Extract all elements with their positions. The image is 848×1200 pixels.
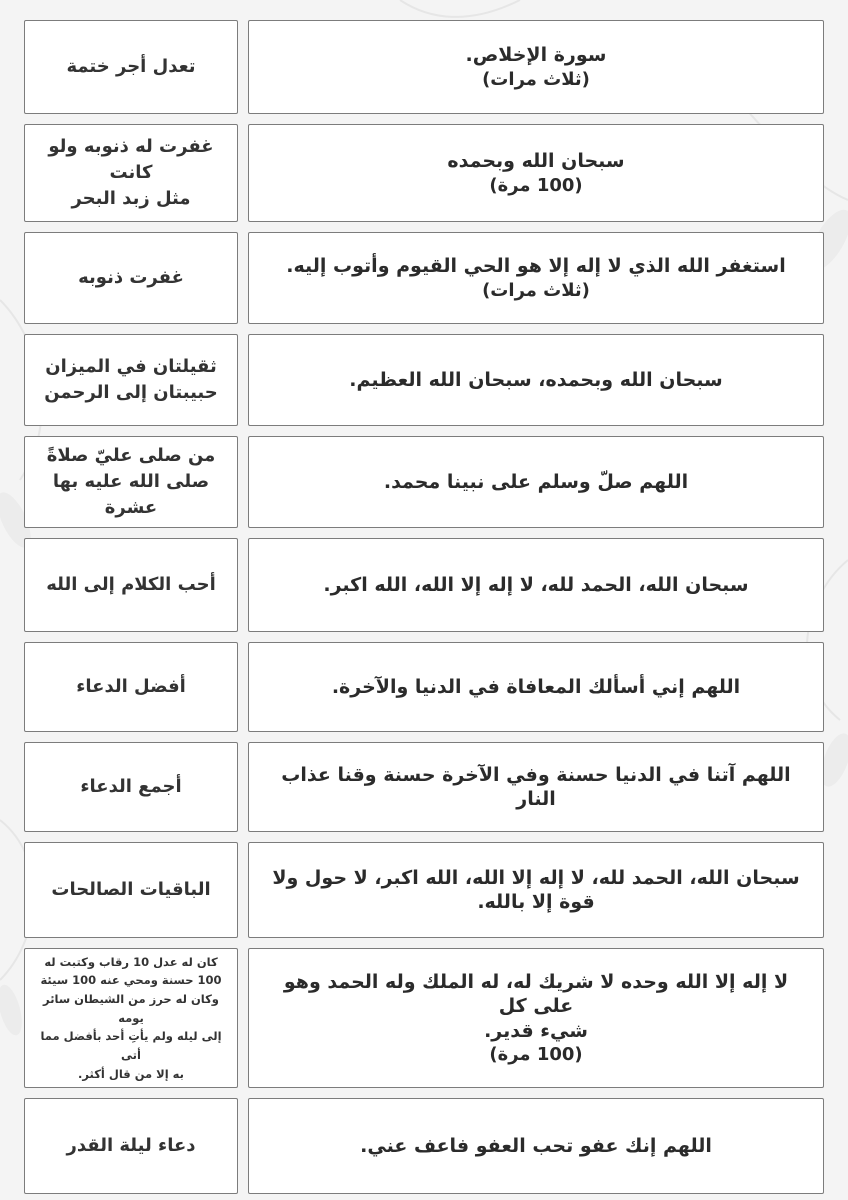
virtue-card-surat-al-ikhlas (24, 20, 238, 114)
dhikr-text: سبحان الله، الحمد لله، لا إله إلا الله، الله اكبر. (323, 573, 749, 596)
dhikr-card-baqiyat (248, 842, 824, 938)
virtue-card-istighfar (24, 232, 238, 324)
virtue-text: الباقيات الصالحات (51, 878, 211, 900)
dhikr-count: (ثلاث مرات) (482, 279, 590, 301)
virtue-text: غفرت له ذنوبه ولو كانت (48, 135, 214, 183)
dhikr-text: سبحان الله وبحمده، سبحان الله العظيم. (349, 368, 723, 391)
dhikr-card-four-words (248, 538, 824, 632)
dhikr-text: اللهم آتنا في الدنيا حسنة وفي الآخرة حسنة وقنا عذاب النار (281, 763, 791, 810)
dhikr-card-subhan-allah-al-azim (248, 334, 824, 426)
dhikr-text: اللهم صلّ وسلم على نبينا محمد. (383, 470, 689, 493)
dhikr-card-salawat (248, 436, 824, 528)
virtue-text: مثل زبد البحر (71, 188, 191, 210)
virtue-text: غفرت ذنوبه (78, 266, 184, 288)
dhikr-text: شيء قدير. (484, 1019, 588, 1042)
dhikr-text: استغفر الله الذي لا إله إلا هو الحي القيوم وأتوب إليه. (286, 255, 786, 278)
virtue-text: 100 حسنة ومحي عنه 100 سيئة (40, 973, 222, 988)
virtue-card-subhan-allah-al-azim (24, 334, 238, 426)
dhikr-card-tahlil (248, 948, 824, 1088)
dhikr-card-surat-al-ikhlas (248, 20, 824, 114)
dhikr-card-subhan-allah-wa-bihamdihi (248, 124, 824, 222)
virtue-text: تعدل أجر ختمة (66, 55, 196, 77)
virtue-text: وكان له حرز من الشيطان سائر يومه (43, 992, 219, 1025)
virtue-card-rabbana-atina (24, 742, 238, 832)
dhikr-text: لا إله إلا الله وحده لا شريك له، له الملك وله الحمد وهو على كل (283, 971, 789, 1018)
virtue-text: أجمع الدعاء (80, 775, 182, 797)
virtue-card-laylat-al-qadr (24, 1098, 238, 1194)
virtue-card-subhan-allah-wa-bihamdihi (24, 124, 238, 222)
dhikr-text: سبحان الله وبحمده (447, 150, 625, 173)
dhikr-count: (100 مرة) (489, 174, 583, 196)
virtue-card-four-words (24, 538, 238, 632)
virtue-card-salawat (24, 436, 238, 528)
dhikr-card-rabbana-atina (248, 742, 824, 832)
virtue-text: أفضل الدعاء (76, 675, 186, 697)
virtue-text: إلى ليله ولم يأتِ أحد بأفضل مما أتى (40, 1029, 222, 1062)
dhikr-text: اللهم إنك عفو تحب العفو فاعف عني. (360, 1134, 712, 1157)
virtue-text: أحب الكلام إلى الله (46, 573, 216, 595)
dhikr-count: (ثلاث مرات) (482, 68, 590, 90)
dhikr-card-istighfar (248, 232, 824, 324)
dhikr-card-afiyah (248, 642, 824, 732)
virtue-card-afiyah (24, 642, 238, 732)
dhikr-text: اللهم إني أسألك المعافاة في الدنيا والآخرة. (331, 675, 741, 698)
virtue-card-baqiyat (24, 842, 238, 938)
dhikr-text: سورة الإخلاص. (465, 44, 607, 67)
virtue-text: حبيبتان إلى الرحمن (44, 382, 218, 403)
virtue-text: به إلا من قال أكثر. (78, 1066, 184, 1081)
virtue-text: كان له عدل 10 رقاب وكتبت له (44, 954, 218, 969)
dhikr-text: سبحان الله، الحمد لله، لا إله إلا الله، الله اكبر، لا حول ولا قوة إلا بالله. (272, 866, 800, 913)
dhikr-card-laylat-al-qadr (248, 1098, 824, 1194)
virtue-text: دعاء ليلة القدر (66, 1134, 196, 1156)
virtue-text: ثقيلتان في الميزان (45, 355, 217, 377)
virtue-card-tahlil (24, 948, 238, 1088)
virtue-text: من صلى عليّ صلاةً (46, 444, 216, 466)
dhikr-count: (100 مرة) (489, 1043, 583, 1065)
virtue-text: صلى الله عليه بها عشرة (52, 470, 210, 519)
